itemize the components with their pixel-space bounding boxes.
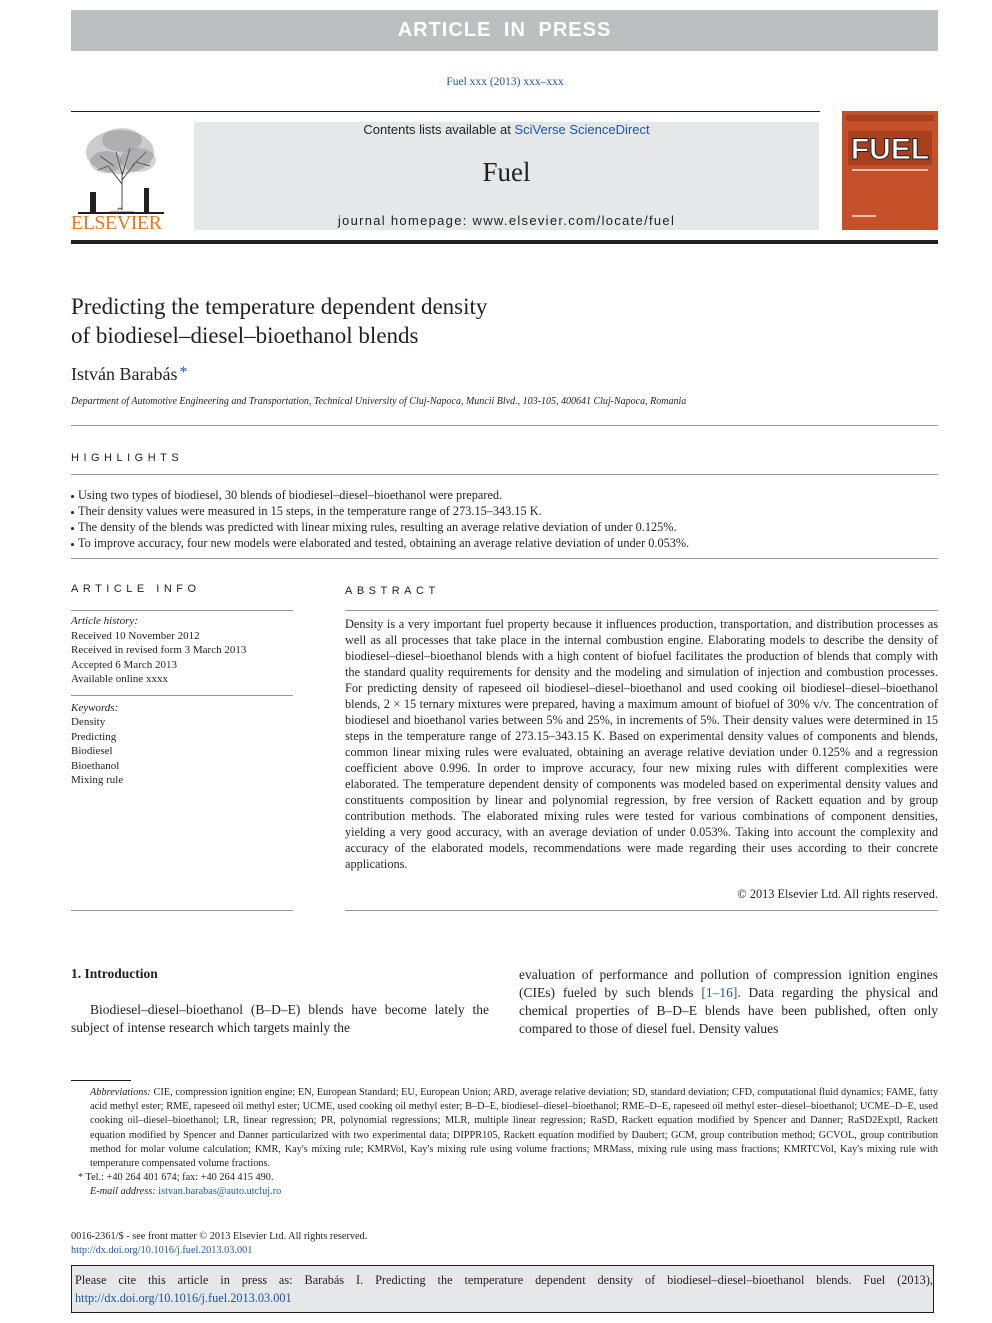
cover-title: FUEL [850,133,930,166]
keyword: Biodiesel [71,745,113,757]
email-label: E-mail address: [90,1186,156,1198]
article-info [71,614,293,788]
rule-article-info [71,610,293,611]
bullet-icon [71,527,74,530]
history-label: Article history: [71,615,138,627]
contents-prefix: Contents lists available at [363,122,515,137]
bullet-icon [71,543,74,546]
journal-name: Fuel [482,157,531,187]
journal-cover-image[interactable] [842,111,938,230]
abstract-text: Density is a very important fuel property because it influences production, transportation, and distribution processes as well as all processes that take place in the internal combustion engine. Elaborating models to describe the density of biodiesel–diesel–bioethanol blends with a high content of biofuel facilitates the production of blends that comply with the standard quality requirements for density and the modeling and simulation of injection and combustion processes. For predicting density of rapeseed oil biodiesel–diesel–bioethanol and used cooking oil biodiesel–diesel–bioethanol blends, 2 × 15 ternary mixtures were prepared, having a maximum amount of biofuel of 30% v/v. The concentration of biodiesel and bioethanol varies between 5% and 25%, in increments of 5%. Their density values were determined in 15 steps in the temperature range of 273.15–343.15 K. Based on experimental density values of components and blends, common linear mixing rules were evaluated, obtaining an average relative deviation under 0.125% and a regression coefficient above 0.996. In order to improve accuracy, four new mixing rules with different complexities were elaborated. The temperature dependent density of components was modeled based on experimental density values and constituents composition by linear and polynomial regression, by free version of Rackett equation and by group contribution methods. The elaborated mixing rules were tested for various combinations of component densities, yielding a very good accuracy, with an average deviation of under 0.053%. Taking into account the complexity and accuracy of the elaborated models, recommendations were made regarding their uses according to their concrete applications. [345,617,938,871]
bullet-icon [71,511,74,514]
journal-masthead [194,122,819,230]
contact-footnote: * Tel.: +40 264 401 674; fax: +40 264 415 490. [78,1172,274,1184]
abbreviations-text: CIE, compression ignition engine; EN, European Standard; EU, European Union; ARD, average relative deviation; SD, standard deviation; CFD, computational fluid dynamics; FAME, fatty acid methyl ester; RME, rapeseed oil methyl ester; UCME, used cooking oil methyl ester; B–D–E, biodiesel–diesel–bioethanol; RME–D–E, rapeseed oil methyl ester–diesel–bioethanol; UCME–D–E, used cooking oil–diesel–bioethanol; LR, linear regression; PR, polynomial regressions; MLR, multiple linear regression; RaSD, Rackett equation modified by Spencer and Danner; RaSD2Exptl, Rackett equation modified by Spencer and Danner particularized with two experimental data; DIPPR105, Rackett equation modified by Daubert; GCM, group contribution method; GCVOL, group contribution method for molar volume calculation; KMR, Kay's mixing rule; KMRVol, Kay's mixing rule using volume fractions; MRMass, mixing rule using mass fractions; KMRTCVol, Kay's mixing rule with temperature compensated volume fractions. [90,1087,938,1170]
copyright: © 2013 Elsevier Ltd. All rights reserved. [737,887,938,901]
citation-text: Please cite this article in press as: Barabás I. Predicting the temperature dependent density of biodiesel–diesel–bioethanol blends. Fuel (2013), [75,1273,933,1287]
citation-doi-link[interactable]: http://dx.doi.org/10.1016/j.fuel.2013.03.001 [75,1291,292,1305]
intro-text: . Data regarding the physical and chemical properties of B–D–E blends have been published, often only compared to those of diesel fuel. Density values [519,985,938,1036]
elsevier-wordmark: ELSEVIER [71,212,162,234]
introduction-heading: 1. Introduction [71,966,158,981]
rule-article-info-bottom [71,910,293,911]
history-item: Available online xxxx [71,673,168,685]
affiliation: Department of Automotive Engineering and Transportation, Technical University of Cluj-Napoca, Muncii Blvd., 103-105, 400641 Cluj-Napoca, Romania [71,396,687,407]
front-matter [71,1230,367,1258]
journal-homepage-link[interactable]: journal homepage: www.elsevier.com/locate/fuel [337,213,676,228]
footnote-rule [71,1080,131,1081]
abbreviations-label: Abbreviations: [90,1087,151,1098]
intro-column-1: Biodiesel–diesel–bioethanol (B–D–E) blends have become lately the subject of intense research which targets mainly the [71,1002,489,1035]
masthead-bottom-rule [71,240,938,244]
keyword: Density [71,716,106,728]
intro-text: evaluation of performance and pollution of compression ignition engines (CIEs) fueled by such blends [519,967,938,1000]
highlight-text: Using two types of biodiesel, 30 blends of biodiesel–diesel–bioethanol were prepared. [78,488,503,502]
rule-abstract [345,610,938,611]
title-line-1: Predicting the temperature dependent density [71,294,488,319]
author [71,364,187,385]
highlight-item [71,535,941,551]
issn-line: 0016-2361/$ - see front matter © 2013 Elsevier Ltd. All rights reserved. [71,1231,368,1242]
rule-abstract-bottom [345,910,938,911]
sciencedirect-link[interactable]: SciVerse ScienceDirect [514,122,650,137]
rule-between-history-keywords [71,695,293,696]
title-line-2: of biodiesel–diesel–bioethanol blends [71,323,419,348]
contents-line [194,122,819,137]
header-rule [71,111,820,112]
intro-column-2 [519,966,938,1038]
highlight-text: Their density values were measured in 15 steps, in the temperature range of 273.15–343.15 K. [78,504,542,518]
abstract-heading: ABSTRACT [345,585,440,597]
fuel-cover-icon [842,111,938,230]
highlight-text: To improve accuracy, four new models were elaborated and tested, obtaining an average relative deviation of under 0.053%. [78,536,690,550]
email-link[interactable]: istvan.barabas@auto.utcluj.ro [158,1186,282,1198]
article-title [71,292,771,350]
keyword: Predicting [71,730,117,743]
highlights-heading: HIGHLIGHTS [71,452,184,464]
article-in-press-banner [71,10,938,51]
reference-link[interactable]: [1–16] [701,985,738,1000]
banner-text: ARTICLE IN PRESS [397,19,612,41]
keyword: Bioethanol [71,759,120,772]
highlight-text: The density of the blends was predicted with linear mixing rules, resulting an average relative deviation of under 0.125%. [78,520,677,534]
article-info-heading: ARTICLE INFO [71,583,201,595]
rule-below-highlights-heading [71,474,938,475]
doi-link[interactable]: http://dx.doi.org/10.1016/j.fuel.2013.03.001 [71,1245,253,1257]
email-footnote [71,1185,938,1199]
highlight-item [71,503,941,519]
highlights-list [71,487,941,551]
bullet-icon [71,495,74,498]
citation-box [71,1265,934,1313]
highlight-item [71,487,941,503]
author-name: István Barabás [71,364,178,384]
history-item: Accepted 6 March 2013 [71,658,177,671]
keywords-label: Keywords: [71,701,119,714]
abbreviations-footnote [71,1086,938,1171]
keyword: Mixing rule [71,774,124,786]
history-item: Received 10 November 2012 [71,629,200,642]
journal-reference-link[interactable]: Fuel xxx (2013) xxx–xxx [446,76,564,88]
rule-below-highlights [71,558,938,559]
highlight-item [71,519,941,535]
footnotes [71,1086,938,1200]
rule-above-highlights [71,425,938,426]
corresponding-author-mark[interactable]: * [179,364,188,381]
history-item: Received in revised form 3 March 2013 [71,644,247,656]
